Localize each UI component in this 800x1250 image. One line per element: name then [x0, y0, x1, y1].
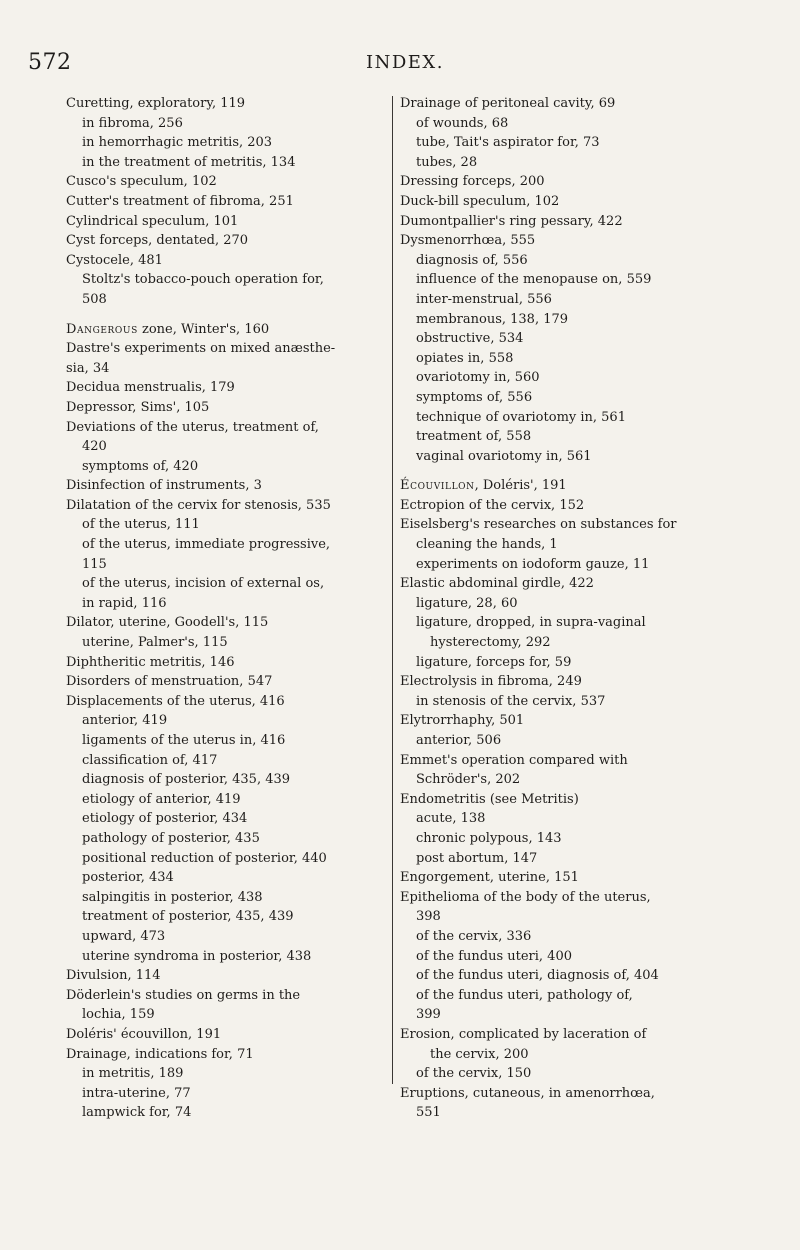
page-number: 572 [28, 50, 72, 75]
index-entry: Elastic abdominal girdle, 422 [400, 576, 594, 592]
index-subentry: of the cervix, 336 [416, 928, 532, 944]
section-lead-word: Écouvillon [400, 478, 475, 494]
index-subentry: treatment of, 558 [416, 429, 532, 445]
index-subentry: of the uterus, 111 [82, 517, 200, 533]
index-entry: Erosion, complicated by laceration of [400, 1026, 647, 1042]
index-subentry: of wounds, 68 [416, 115, 509, 131]
index-entry: Döderlein's studies on germs in the [66, 987, 301, 1003]
index-subentry: ligaments of the uterus in, 416 [82, 733, 286, 748]
index-subentry: symptoms of, 556 [416, 389, 533, 405]
index-entry: Drainage, indications for, 71 [66, 1046, 254, 1062]
index-subentry: influence of the menopause on, 559 [416, 272, 652, 288]
index-subentry: tubes, 28 [416, 154, 478, 170]
index-entry: Cystocele, 481 [66, 252, 163, 268]
index-subentry: 399 [416, 1007, 441, 1023]
index-subentry: experiments on iodoform gauze, 11 [416, 556, 650, 572]
index-subentry: obstructive, 534 [416, 331, 524, 347]
index-subentry: vaginal ovariotomy in, 561 [416, 448, 592, 464]
index-entry: Depressor, Sims', 105 [66, 399, 210, 415]
index-subentry: the cervix, 200 [430, 1046, 529, 1062]
index-entry: Dastre's experiments on mixed anæsthe- [66, 341, 336, 357]
index-subentry: Stoltz's tobacco-pouch operation for, [82, 272, 324, 288]
index-column-left [66, 94, 384, 1123]
entry-text: zone, Winter's, 160 [137, 321, 270, 337]
running-head: INDEX. [366, 52, 444, 73]
index-entry: Cusco's speculum, 102 [66, 174, 217, 190]
index-subentry: in fibroma, 256 [82, 115, 183, 131]
index-entry: Dilator, uterine, Goodell's, 115 [66, 615, 269, 631]
index-subentry: 508 [82, 291, 107, 307]
column-divider [392, 96, 393, 1084]
index-subentry: in metritis, 189 [82, 1066, 184, 1082]
index-entry: Engorgement, uterine, 151 [400, 870, 579, 886]
index-entry: Electrolysis in fibroma, 249 [400, 674, 582, 690]
index-subentry: intra-uterine, 77 [82, 1085, 191, 1101]
index-subentry: of the fundus uteri, 400 [416, 948, 572, 964]
index-entry: Dilatation of the cervix for stenosis, 535 [66, 497, 331, 513]
index-subentry: in the treatment of metritis, 134 [82, 154, 296, 170]
index-subentry: of the uterus, immediate progressive, [82, 537, 331, 553]
index-subentry: chronic polypous, 143 [416, 830, 562, 846]
index-entry: Divulsion, 114 [66, 968, 161, 984]
index-entry: Ectropion of the cervix, 152 [400, 497, 585, 513]
index-entry: Duck-bill speculum, 102 [400, 193, 560, 209]
entry-text: , Doléris', 191 [474, 478, 567, 494]
index-subentry: ligature, 28, 60 [416, 595, 518, 611]
index-subentry: of the cervix, 150 [416, 1066, 532, 1082]
index-entry: Eiselsberg's researches on substances for [400, 517, 677, 533]
index-subentry: cleaning the hands, 1 [416, 537, 558, 553]
index-entry: Epithelioma of the body of the uterus, [400, 889, 651, 905]
index-subentry: ligature, dropped, in supra-vaginal [416, 615, 646, 631]
index-subentry: uterine syndroma in posterior, 438 [82, 948, 312, 964]
index-entry: Doléris' écouvillon, 191 [66, 1026, 222, 1042]
index-subentry: inter-menstrual, 556 [416, 291, 552, 307]
index-subentry: salpingitis in posterior, 438 [82, 889, 263, 905]
index-entry: Endometritis (see Metritis) [400, 791, 579, 807]
index-entry [66, 320, 384, 340]
index-subentry: of the fundus uteri, diagnosis of, 404 [416, 968, 659, 984]
index-subentry: in rapid, 116 [82, 595, 167, 611]
index-subentry: hysterectomy, 292 [430, 635, 551, 651]
index-subentry: anterior, 506 [416, 733, 502, 748]
index-subentry: classification of, 417 [82, 752, 218, 768]
index-entry: Deviations of the uterus, treatment of, [66, 419, 319, 435]
index-entry: Diphtheritic metritis, 146 [66, 654, 235, 670]
index-subentry: of the fundus uteri, pathology of, [416, 987, 633, 1003]
index-entry: Dressing forceps, 200 [400, 174, 545, 190]
index-subentry: membranous, 138, 179 [416, 311, 569, 327]
index-subentry: 115 [82, 556, 107, 572]
index-subentry: lampwick for, 74 [82, 1105, 192, 1121]
index-subentry: posterior, 434 [82, 870, 174, 886]
index-subentry: post abortum, 147 [416, 850, 538, 866]
index-subentry: pathology of posterior, 435 [82, 830, 260, 846]
index-subentry: positional reduction of posterior, 440 [82, 850, 327, 866]
index-subentry: anterior, 419 [82, 713, 168, 729]
index-entry: Curetting, exploratory, 119 [66, 96, 246, 111]
index-subentry: upward, 473 [82, 928, 166, 944]
index-entry: Cylindrical speculum, 101 [66, 213, 239, 229]
index-entry: Disinfection of instruments, 3 [66, 478, 262, 494]
index-subentry: opiates in, 558 [416, 350, 514, 366]
index-subentry: acute, 138 [416, 811, 486, 827]
index-entry: Dumontpallier's ring pessary, 422 [400, 213, 623, 229]
index-subentry: sia, 34 [66, 360, 110, 376]
index-subentry: ligature, forceps for, 59 [416, 654, 572, 670]
index-entry: Emmet's operation compared with [400, 752, 628, 768]
index-entry [400, 476, 718, 496]
index-entry: Decidua menstrualis, 179 [66, 380, 235, 396]
index-entry: Elytrorrhaphy, 501 [400, 713, 525, 729]
index-subentry: symptoms of, 420 [82, 458, 199, 474]
index-subentry: uterine, Palmer's, 115 [82, 635, 228, 651]
section-lead-word: Dangerous [66, 321, 138, 337]
index-column-right [400, 94, 718, 1123]
index-subentry: 551 [416, 1105, 441, 1121]
index-entry: Eruptions, cutaneous, in amenorrhœa, [400, 1085, 655, 1101]
index-subentry: of the uterus, incision of external os, [82, 576, 325, 592]
index-subentry: tube, Tait's aspirator for, 73 [416, 135, 600, 151]
index-entry: Cutter's treatment of fibroma, 251 [66, 193, 294, 209]
index-entry: Displacements of the uterus, 416 [66, 693, 285, 709]
index-subentry: diagnosis of posterior, 435, 439 [82, 772, 291, 788]
index-subentry: 398 [416, 909, 441, 925]
index-subentry: etiology of posterior, 434 [82, 811, 248, 827]
index-subentry: Schröder's, 202 [416, 772, 521, 788]
index-subentry: in hemorrhagic metritis, 203 [82, 135, 273, 151]
index-entry: Drainage of peritoneal cavity, 69 [400, 96, 616, 111]
index-entry: Disorders of menstruation, 547 [66, 674, 273, 690]
index-subentry: in stenosis of the cervix, 537 [416, 693, 606, 709]
index-subentry: treatment of posterior, 435, 439 [82, 909, 294, 925]
index-entry: Dysmenorrhœa, 555 [400, 233, 536, 249]
index-subentry: technique of ovariotomy in, 561 [416, 409, 626, 425]
index-subentry: diagnosis of, 556 [416, 252, 528, 268]
index-subentry: ovariotomy in, 560 [416, 370, 540, 386]
index-entry: Cyst forceps, dentated, 270 [66, 233, 249, 249]
index-subentry: etiology of anterior, 419 [82, 791, 241, 807]
index-subentry: lochia, 159 [82, 1007, 155, 1023]
index-subentry: 420 [82, 439, 107, 455]
